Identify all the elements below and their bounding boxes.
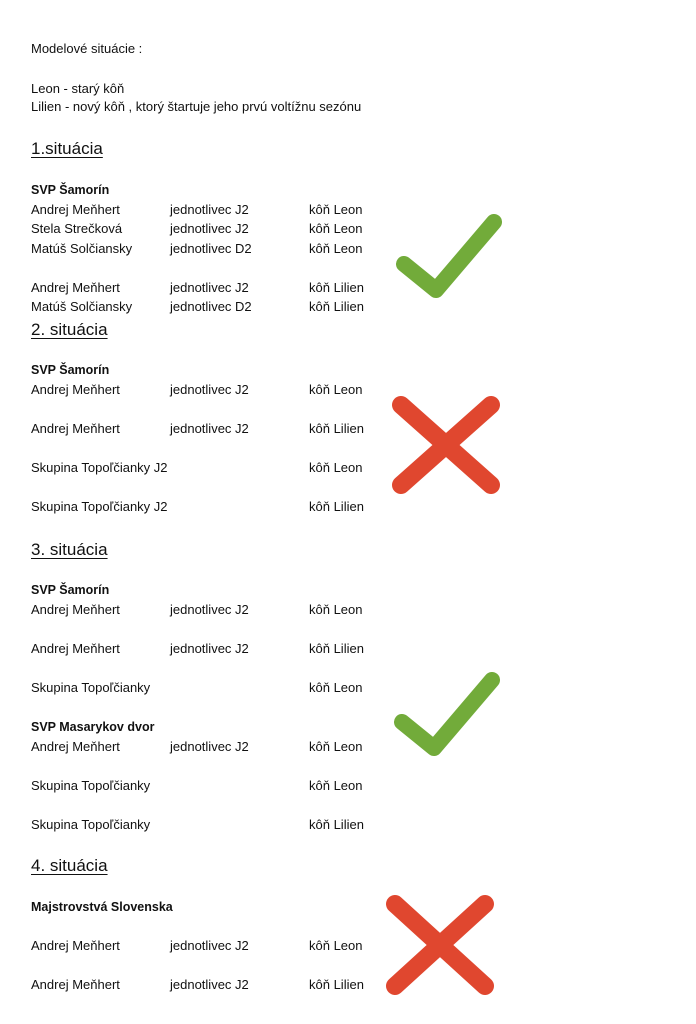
- situation-4-heading: 4. situácia: [31, 856, 108, 875]
- table-cell: Matúš Solčiansky: [31, 299, 133, 314]
- table-cell: Skupina Topoľčianky J2: [31, 499, 168, 514]
- table-cell: kôň Lilien: [309, 299, 364, 314]
- table-cell: Andrej Meňhert: [31, 938, 120, 953]
- table-cell: jednotlivec J2: [170, 602, 249, 617]
- table-cell: Skupina Topoľčianky: [31, 817, 151, 832]
- table-cell: jednotlivec J2: [170, 739, 249, 754]
- table-cell: kôň Lilien: [309, 499, 364, 514]
- table-cell: kôň Lilien: [309, 817, 364, 832]
- table-cell: Matúš Solčiansky: [31, 241, 133, 256]
- table-cell: jednotlivec J2: [170, 421, 249, 436]
- table-cell: Andrej Meňhert: [31, 280, 120, 295]
- table-cell: Andrej Meňhert: [31, 382, 120, 397]
- table-cell: Andrej Meňhert: [31, 739, 120, 754]
- table-cell: kôň Leon: [309, 241, 363, 256]
- table-cell: Skupina Topoľčianky J2: [31, 460, 168, 475]
- table-cell: kôň Leon: [309, 202, 363, 217]
- situation-1-heading: 1.situácia: [31, 139, 103, 158]
- table-cell: jednotlivec D2: [170, 299, 252, 314]
- table-cell: jednotlivec J2: [170, 938, 249, 953]
- table-cell: Andrej Meňhert: [31, 421, 120, 436]
- situation-3-club-2: SVP Masarykov dvor: [31, 720, 155, 734]
- situation-3-club: SVP Šamorín: [31, 583, 110, 597]
- table-cell: kôň Leon: [309, 680, 363, 695]
- situation-1-club: SVP Šamorín: [31, 183, 110, 197]
- situation-2-heading: 2. situácia: [31, 320, 108, 339]
- table-cell: jednotlivec D2: [170, 241, 252, 256]
- table-cell: kôň Leon: [309, 938, 363, 953]
- table-cell: Andrej Meňhert: [31, 641, 120, 656]
- table-cell: kôň Lilien: [309, 977, 364, 992]
- table-cell: jednotlivec J2: [170, 977, 249, 992]
- table-cell: Andrej Meňhert: [31, 602, 120, 617]
- table-cell: jednotlivec J2: [170, 202, 249, 217]
- cross-icon: [381, 892, 499, 998]
- table-cell: kôň Leon: [309, 221, 363, 236]
- table-cell: jednotlivec J2: [170, 280, 249, 295]
- document-title: Modelové situácie :: [31, 41, 143, 56]
- cross-icon: [387, 393, 505, 497]
- table-cell: Andrej Meňhert: [31, 977, 120, 992]
- check-icon: [396, 212, 502, 304]
- table-cell: kôň Leon: [309, 739, 363, 754]
- table-cell: jednotlivec J2: [170, 382, 249, 397]
- table-cell: Stela Strečková: [31, 221, 123, 236]
- horse-lilien-description: Lilien - nový kôň , ktorý štartuje jeho prvú voltížnu sezónu: [31, 99, 362, 114]
- table-cell: Skupina Topoľčianky: [31, 778, 151, 793]
- table-cell: Andrej Meňhert: [31, 202, 120, 217]
- table-cell: kôň Leon: [309, 602, 363, 617]
- table-cell: kôň Lilien: [309, 280, 364, 295]
- situation-2-club: SVP Šamorín: [31, 363, 110, 377]
- table-cell: jednotlivec J2: [170, 641, 249, 656]
- situation-4-club: Majstrovstvá Slovenska: [31, 900, 173, 914]
- table-cell: jednotlivec J2: [170, 221, 249, 236]
- table-cell: kôň Leon: [309, 382, 363, 397]
- situation-3-heading: 3. situácia: [31, 540, 108, 559]
- check-icon: [394, 670, 500, 762]
- table-cell: kôň Leon: [309, 778, 363, 793]
- table-cell: kôň Leon: [309, 460, 363, 475]
- horse-leon-description: Leon - starý kôň: [31, 81, 125, 96]
- table-cell: kôň Lilien: [309, 421, 364, 436]
- table-cell: kôň Lilien: [309, 641, 364, 656]
- table-cell: Skupina Topoľčianky: [31, 680, 151, 695]
